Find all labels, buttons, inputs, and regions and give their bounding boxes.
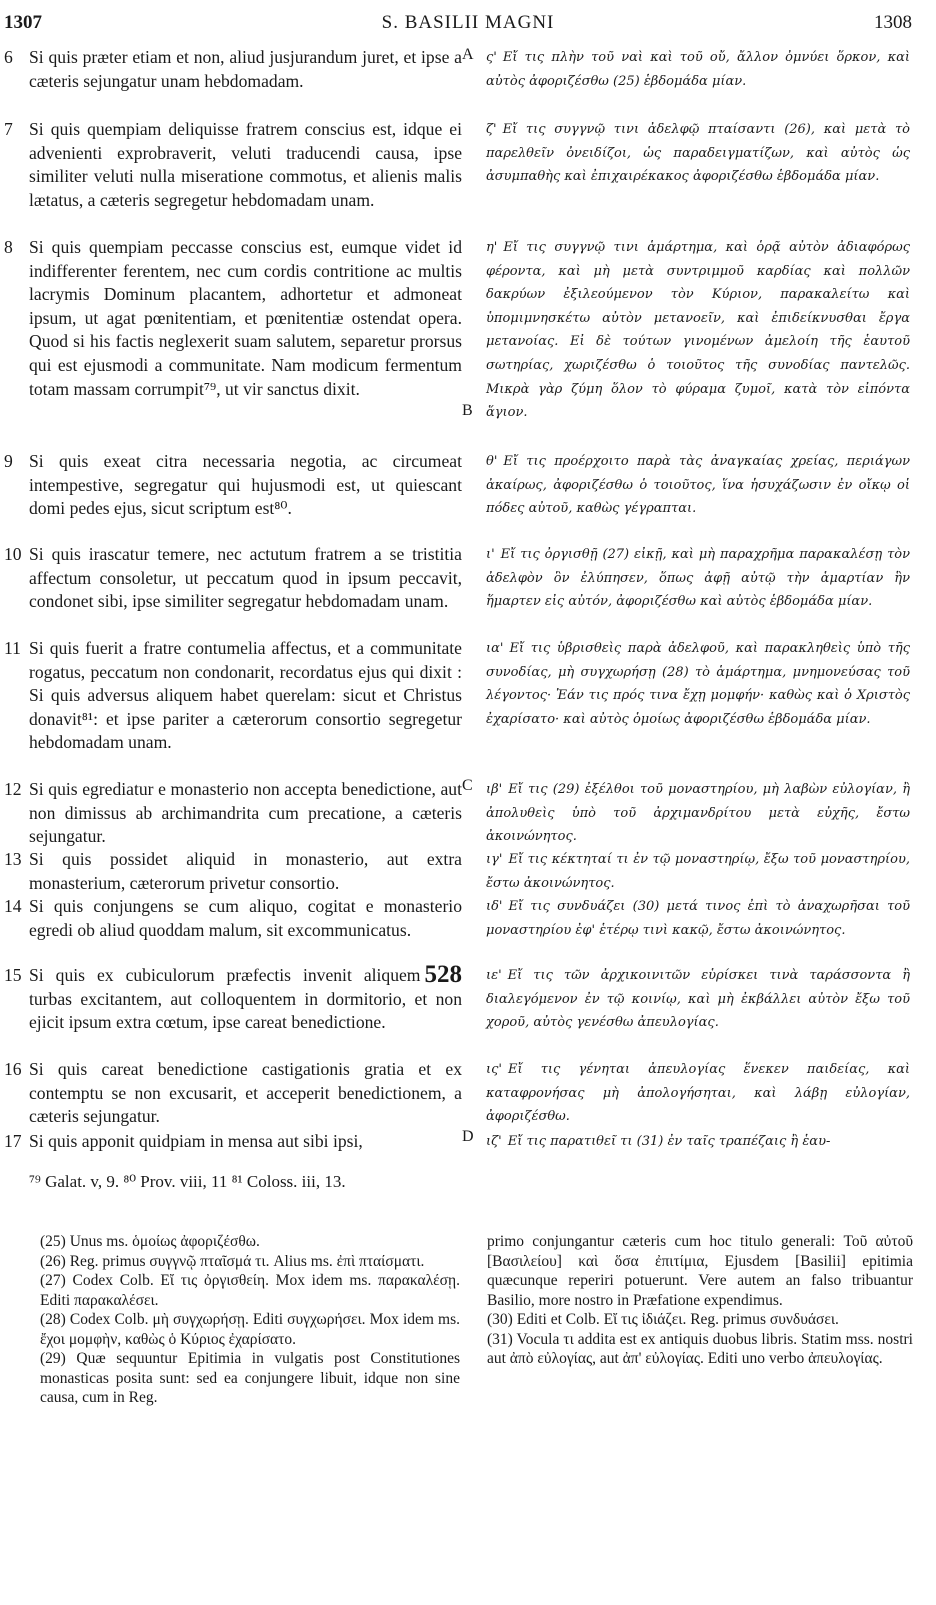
latin-text: 16 Si quis careat benedictione castigationis gratia et ex contemptu se non excusarit, et acceperit benedictionem, a cæteris sejungatur.	[4, 1059, 462, 1127]
note-26: (26) Reg. primus συγγνῷ πταῖσμά τι. Alius ms. ἐπὶ πταίσματι.	[40, 1252, 425, 1270]
greek-text: ζ' Εἴ τις συγγνῷ τινι ἀδελφῷ πταίσαντι (26), καὶ μετὰ τὸ παρελθεῖν ὀνειδίζοι, ὡς παραδειγματίζων, καὶ αὐτὸς ὡς ἀσυμπαθὴς καὶ ἐπιχαιρέκακος ἀφοριζέσθω ἑβδομάδα μίαν.	[486, 122, 910, 185]
latin-text: 8 Si quis quempiam peccasse conscius est, eumque videt id indifferenter ferentem, nec cum cordis contritione ac multis lacrymis Dominum placantem, adhortetur et admoneat ipsum, ut agat pœnitentiam, et pœnitentiæ ostendat opera. Quod si his factis neglexerit suam salutem, separetur prorsus qui est ejusmodi a communitate. Nam modicum fermentum totam massam corrumpit⁷⁹, ut vir sanctus dixit.	[4, 237, 462, 399]
note-30: (30) Editi et Colb. Εἴ τις ἰδιάζει. Reg. primus συνδυάσει.	[487, 1311, 839, 1328]
margin-marker: B	[462, 402, 473, 419]
column-number: 528	[424, 961, 462, 988]
running-title: S. BASILII MAGNI	[381, 12, 555, 33]
latin-text: 10 Si quis irascatur temere, nec actutum fratrem a se tristitia affectum consoletur, ut peccatum quod in ipsum peccavit, condonet sibi, ipse similiter segregatur hebdomadam unam.	[4, 544, 462, 612]
latin-text: 13 Si quis possidet aliquid in monasterio, aut extra monasterium, cæterorum privetur consortio.	[4, 849, 462, 893]
margin-marker: D	[462, 1128, 474, 1145]
greek-text: ι' Εἴ τις ὀργισθῇ (27) εἰκῇ, καὶ μὴ παραχρῆμα παρακαλέσῃ τὸν ἀδελφὸν ὃν ἐλύπησεν, ὅπως ἀφῇ αὐτῷ τὴν ἁμαρτίαν ἣν ἥμαρτεν εἰς αὐτόν, ἀφοριζέσθω καὶ αὐτὸς ἑβδομάδα μίαν.	[486, 547, 910, 610]
note-31: (31) Vocula τι addita est ex antiquis duobus libris. Statim mss. nostri aut ἀπὸ εὐλογίας, aut ἀπ' εὐλογίας. Editi uno verbo ἀπευλογίας.	[487, 1330, 913, 1367]
left-page-number: 1307	[4, 12, 42, 33]
right-page-number: 1308	[874, 12, 912, 33]
greek-text: ις' Εἴ τις γένηται ἀπευλογίας ἕνεκεν παιδείας, καὶ καταφρονήσας μὴ ἀπολογήσηται, καὶ λάβῃ εὐλογίαν, ἀφοριζέσθω.	[486, 1062, 910, 1125]
note-25: (25) Unus ms. ὁμοίως ἀφοριζέσθω.	[40, 1233, 260, 1250]
note-29-continued: primo conjungantur cæteris cum hoc titulo generali: Τοῦ αὐτοῦ [Βασιλείου] καὶ ὅσα ἐπιτίμια, Ejusdem [Basilii] epitimia quæcunque reperiri potuerunt. Vere autem an falso tribuantur Basilio, more nostro in Præfatione expendimus.	[487, 1233, 913, 1309]
margin-marker: A	[462, 46, 474, 63]
latin-text: 15 528 Si quis ex cubiculorum præfectis invenit aliquem turbas excitantem, aut colloquentem in dormitorio, et non ejicit ipsum extra cœtum, ipse careat benedictione.	[4, 961, 462, 1033]
greek-text: ιζ' Εἴ τις παρατιθεῖ τι (31) ἐν ταῖς τραπέζαις ἢ ἑαυ-	[486, 1134, 831, 1149]
greek-text: ιβ' Εἴ τις (29) ἐξέλθοι τοῦ μοναστηρίου, μὴ λαβὼν εὐλογίαν, ἢ ἀπολυθεὶς ὑπὸ τοῦ ἀρχιμανδρίτου μετὰ εὐχῆς, ἔστω ἀκοινώνητος.	[486, 782, 910, 845]
greek-text: θ' Εἴ τις προέρχοιτο παρὰ τὰς ἀναγκαίας χρείας, περιάγων ἀκαίρως, ἀφοριζέσθω ὁ τοιοῦτος, ἵνα ἡσυχάζωσιν ἐν οἴκῳ οἱ πόδες αὐτοῦ, καθὼς γέγραπται.	[486, 454, 910, 517]
notes-left-column	[40, 1232, 460, 1408]
scripture-footnotes: ⁷⁹ Galat. v, 9. ⁸⁰ Prov. viii, 11 ⁸¹ Coloss. iii, 13.	[29, 1172, 346, 1191]
latin-text: 12 Si quis egrediatur e monasterio non accepta benedictione, aut non dimissus ab archimandrita cum precatione, a cæteris sejungatur.	[4, 779, 462, 847]
latin-text: 9 Si quis exeat citra necessaria negotia, ac circumeat intempestive, segregatur qui hujusmodi est, ut quiescant domi pedes ejus, sicut scriptum est⁸⁰.	[4, 451, 462, 519]
greek-text: ιγ' Εἴ τις κέκτηταί τι ἐν τῷ μοναστηρίῳ, ἔξω τοῦ μοναστηρίου, ἔστω ἀκοινώνητος.	[486, 852, 910, 891]
latin-text: 17 Si quis apponit quidpiam in mensa aut sibi ipsi,	[4, 1131, 363, 1151]
notes-right-column	[487, 1232, 913, 1369]
greek-text: η' Εἴ τις συγγνῷ τινι ἁμάρτημα, καὶ ὁρᾷ αὐτὸν ἀδιαφόρως φέροντα, καὶ μὴ μετὰ συντριμμοῦ καρδίας καὶ πολλῶν δακρύων ἐξιλεούμενον τὸν Κύριον, παρακαλείτω καὶ ὑπομιμνησκέτω αὐτὸν μετανοεῖν, καὶ ἐπιδείκνυσθαι ἔργα μετανοίας. Εἰ δὲ τούτων γινομένων ἀμελοίη τῆς ἑαυτοῦ σωτηρίας, χωριζέσθω ὁ τοιοῦτος τῆς συνοδίας παντελῶς. Μικρὰ γὰρ ζύμη ὅλον τὸ φύραμα ζυμοῖ, κατὰ τὸν εἰπόντα ἅγιον.	[486, 240, 910, 421]
greek-text: ια' Εἴ τις ὑβρισθεὶς παρὰ ἀδελφοῦ, καὶ παρακληθεὶς ὑπὸ τῆς συνοδίας, μὴ συγχωρήσῃ (28) τὸ ἁμάρτημα, μνημονεύσας τοῦ λέγοντος· Ἐάν τις πρός τινα ἔχῃ μομφήν· καθὼς καὶ ὁ Χριστὸς ἐχαρίσατο· καὶ αὐτὸς ὁμοίως ἀφοριζέσθω ἑβδομάδα μίαν.	[486, 641, 910, 727]
note-29: (29) Quæ sequuntur Epitimia in vulgatis post Constitutiones monasticas posita sunt: sed ea conjungere libuit, idque non sine causa, cum in Reg.	[40, 1350, 460, 1406]
note-27: (27) Codex Colb. Εἴ τις ὀργισθείη. Mox idem ms. παρακαλέσῃ. Editi παρακαλέσει.	[40, 1272, 460, 1309]
greek-text: ιε' Εἴ τις τῶν ἀρχικοινιτῶν εὑρίσκει τινὰ ταράσσοντα ἢ διαλεγόμενον ἐν τῷ κοινίῳ, καὶ μὴ ἐκβάλλει αὐτὸν ἔξω τοῦ χοροῦ, αὐτὸς γενέσθω ἀπευλογίας.	[486, 968, 910, 1031]
greek-text: ς' Εἴ τις πλὴν τοῦ ναὶ καὶ τοῦ οὔ, ἄλλον ὀμνύει ὅρκον, καὶ αὐτὸς ἀφοριζέσθω (25) ἑβδομάδα μίαν.	[486, 50, 910, 89]
latin-text: 7 Si quis quempiam deliquisse fratrem conscius est, idque ei advenienti exprobraverit, veluti traducendi causa, ipse similiter veluti nulla miseratione commotus, et alienis malis lætatus, a cæteris segregetur hebdomadam unam.	[4, 119, 462, 210]
latin-text: 14 Si quis conjungens se cum aliquo, cogitat e monasterio egredi ob aliud quoddam malum, sit excommunicatus.	[4, 896, 462, 940]
latin-text: 11 Si quis fuerit a fratre contumelia affectus, et a communitate rogatus, peccatum non condonarit, recordatus ejus qui dixit : Si quis adversus aliquem habet querelam: sicut et Christus donavit⁸¹: et ipse pariter a cæterorum consortio segregetur hebdomadam unam.	[4, 638, 462, 753]
margin-marker: C	[462, 777, 473, 794]
page-header	[0, 6, 936, 40]
latin-text: 6 Si quis præter etiam et non, aliud jusjurandum juret, et ipse a cæteris sejungatur unam hebdomadam.	[4, 47, 462, 91]
note-28: (28) Codex Colb. μὴ συγχωρήσῃ. Editi συγχωρήσει. Mox idem ms. ἔχοι μομφὴν, καθὼς ὁ Κύριος ἐχαρίσατο.	[40, 1311, 460, 1348]
greek-text: ιδ' Εἴ τις συνδυάζει (30) μετά τινος ἐπὶ τὸ ἀναχωρῆσαι τοῦ μοναστηρίου ἐφ' ἑτέρῳ τινὶ κακῷ, ἔστω ἀκοινώνητος.	[486, 899, 910, 938]
